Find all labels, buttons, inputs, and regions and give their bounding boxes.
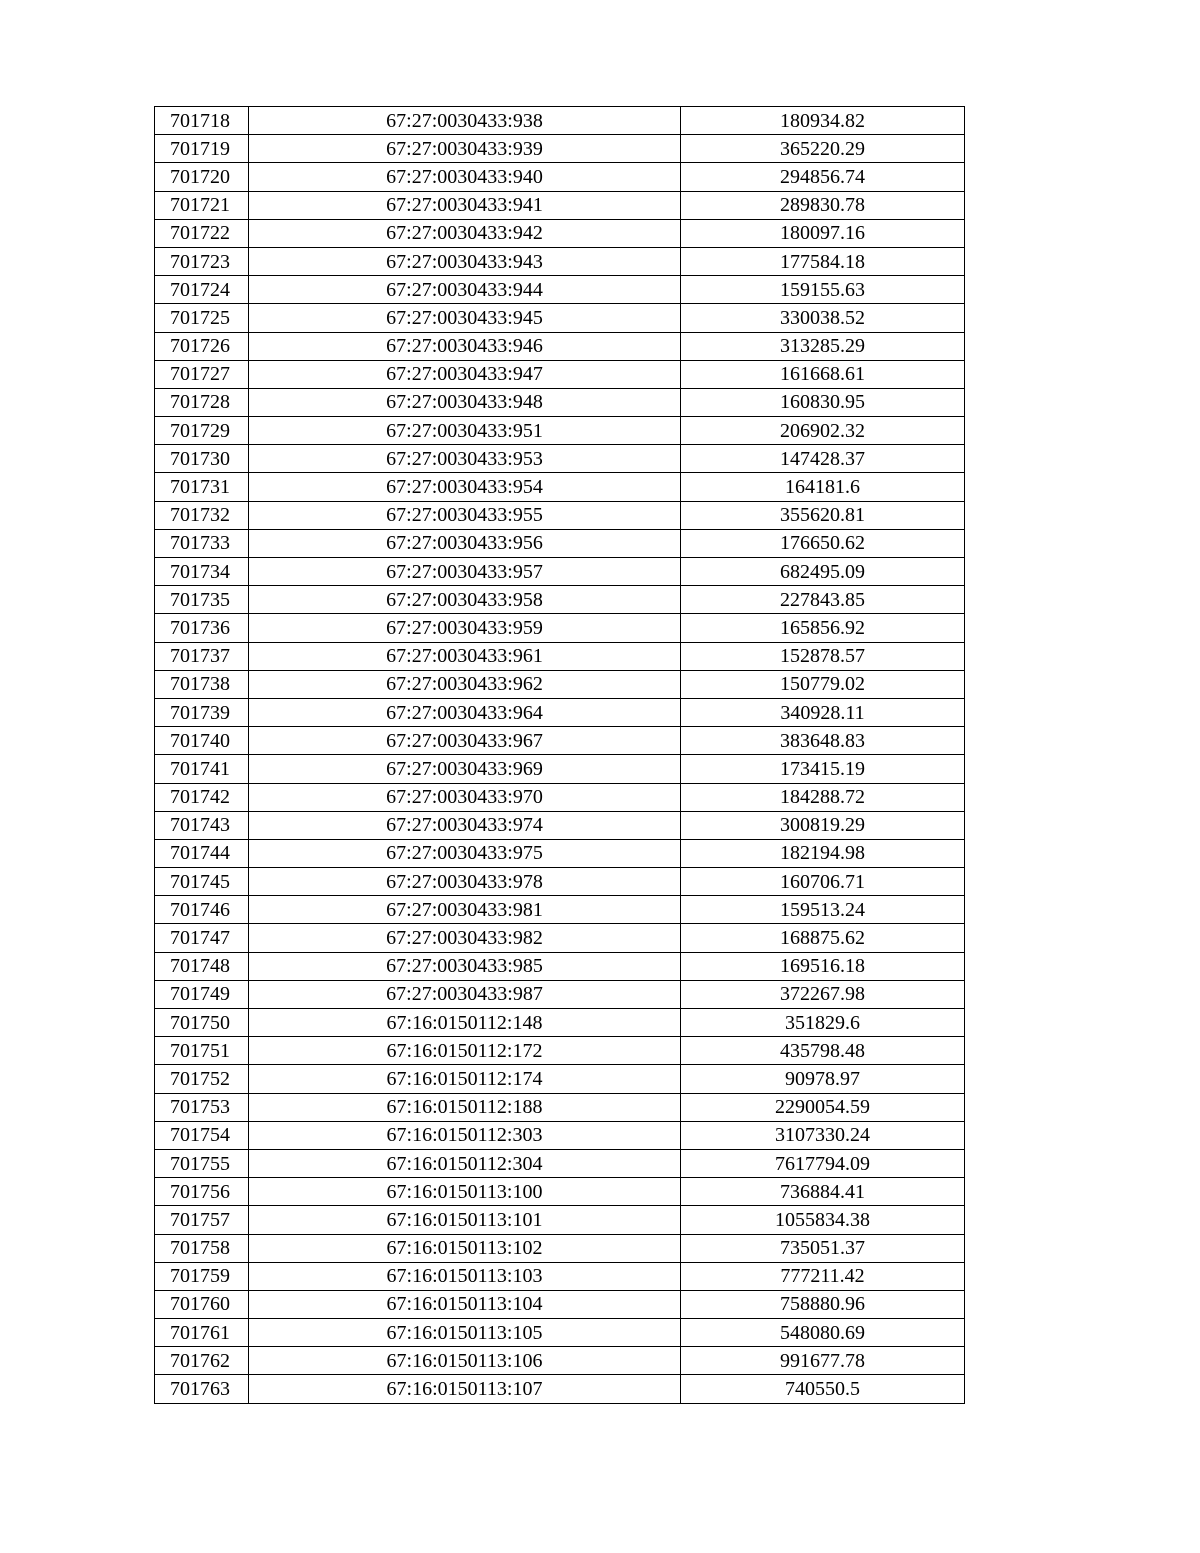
cadastral-number-cell: 67:16:0150112:172	[249, 1037, 681, 1065]
cadastral-value-cell: 182194.98	[681, 839, 965, 867]
cadastral-value-cell: 3107330.24	[681, 1121, 965, 1149]
row-number-cell: 701757	[155, 1206, 249, 1234]
table-row	[155, 642, 965, 670]
cadastral-number-cell: 67:16:0150112:188	[249, 1093, 681, 1121]
cadastral-value-cell: 340928.11	[681, 698, 965, 726]
table-row	[155, 473, 965, 501]
cadastral-value-cell: 168875.62	[681, 924, 965, 952]
cadastral-value-cell: 740550.5	[681, 1375, 965, 1403]
table-row	[155, 1149, 965, 1177]
table-row	[155, 783, 965, 811]
row-number-cell: 701758	[155, 1234, 249, 1262]
cadastral-number-cell: 67:16:0150113:101	[249, 1206, 681, 1234]
cadastral-value-cell: 383648.83	[681, 727, 965, 755]
cadastral-number-cell: 67:27:0030433:982	[249, 924, 681, 952]
cadastral-value-cell: 991677.78	[681, 1347, 965, 1375]
row-number-cell: 701741	[155, 755, 249, 783]
cadastral-value-cell: 164181.6	[681, 473, 965, 501]
cadastral-value-cell: 160830.95	[681, 388, 965, 416]
table-row	[155, 614, 965, 642]
row-number-cell: 701756	[155, 1178, 249, 1206]
cadastral-value-cell: 1055834.38	[681, 1206, 965, 1234]
cadastral-number-cell: 67:16:0150113:102	[249, 1234, 681, 1262]
cadastral-number-cell: 67:27:0030433:957	[249, 558, 681, 586]
row-number-cell: 701722	[155, 219, 249, 247]
cadastral-number-cell: 67:16:0150112:303	[249, 1121, 681, 1149]
table-row	[155, 896, 965, 924]
table-row	[155, 191, 965, 219]
cadastral-number-cell: 67:27:0030433:945	[249, 304, 681, 332]
cadastral-number-cell: 67:16:0150113:103	[249, 1262, 681, 1290]
cadastral-number-cell: 67:16:0150113:104	[249, 1290, 681, 1318]
table-row	[155, 1319, 965, 1347]
table-row	[155, 1347, 965, 1375]
cadastral-value-cell: 758880.96	[681, 1290, 965, 1318]
row-number-cell: 701762	[155, 1347, 249, 1375]
row-number-cell: 701745	[155, 868, 249, 896]
table-row	[155, 586, 965, 614]
cadastral-number-cell: 67:27:0030433:943	[249, 247, 681, 275]
cadastral-value-cell: 180934.82	[681, 107, 965, 135]
cadastral-number-cell: 67:16:0150113:105	[249, 1319, 681, 1347]
table-row	[155, 1121, 965, 1149]
cadastral-value-cell: 294856.74	[681, 163, 965, 191]
cadastral-number-cell: 67:16:0150112:148	[249, 1009, 681, 1037]
cadastral-number-cell: 67:27:0030433:962	[249, 670, 681, 698]
cadastral-number-cell: 67:27:0030433:981	[249, 896, 681, 924]
cadastral-value-cell: 313285.29	[681, 332, 965, 360]
row-number-cell: 701736	[155, 614, 249, 642]
cadastral-value-cell: 7617794.09	[681, 1149, 965, 1177]
row-number-cell: 701759	[155, 1262, 249, 1290]
row-number-cell: 701730	[155, 445, 249, 473]
cadastral-value-cell: 227843.85	[681, 586, 965, 614]
table-row	[155, 952, 965, 980]
table-row	[155, 1093, 965, 1121]
cadastral-value-cell: 177584.18	[681, 247, 965, 275]
row-number-cell: 701733	[155, 529, 249, 557]
cadastral-value-cell: 736884.41	[681, 1178, 965, 1206]
row-number-cell: 701739	[155, 698, 249, 726]
row-number-cell: 701732	[155, 501, 249, 529]
cadastral-number-cell: 67:27:0030433:956	[249, 529, 681, 557]
cadastral-number-cell: 67:27:0030433:961	[249, 642, 681, 670]
cadastral-number-cell: 67:27:0030433:978	[249, 868, 681, 896]
cadastral-number-cell: 67:27:0030433:970	[249, 783, 681, 811]
row-number-cell: 701721	[155, 191, 249, 219]
cadastral-value-cell: 176650.62	[681, 529, 965, 557]
row-number-cell: 701749	[155, 980, 249, 1008]
cadastral-value-cell: 152878.57	[681, 642, 965, 670]
table-row	[155, 417, 965, 445]
table-row	[155, 1206, 965, 1234]
cadastral-number-cell: 67:27:0030433:948	[249, 388, 681, 416]
cadastral-value-cell: 165856.92	[681, 614, 965, 642]
row-number-cell: 701726	[155, 332, 249, 360]
table-row	[155, 1065, 965, 1093]
table-body	[155, 107, 965, 1404]
row-number-cell: 701723	[155, 247, 249, 275]
table-row	[155, 1262, 965, 1290]
cadastral-value-cell: 351829.6	[681, 1009, 965, 1037]
cadastral-value-cell: 169516.18	[681, 952, 965, 980]
table-row	[155, 1234, 965, 1262]
table-row	[155, 558, 965, 586]
table-row	[155, 107, 965, 135]
row-number-cell: 701743	[155, 811, 249, 839]
cadastral-number-cell: 67:27:0030433:939	[249, 135, 681, 163]
row-number-cell: 701731	[155, 473, 249, 501]
cadastral-number-cell: 67:27:0030433:941	[249, 191, 681, 219]
cadastral-number-cell: 67:27:0030433:958	[249, 586, 681, 614]
table-row	[155, 332, 965, 360]
cadastral-number-cell: 67:27:0030433:940	[249, 163, 681, 191]
row-number-cell: 701734	[155, 558, 249, 586]
cadastral-value-cell: 2290054.59	[681, 1093, 965, 1121]
row-number-cell: 701742	[155, 783, 249, 811]
cadastral-number-cell: 67:27:0030433:959	[249, 614, 681, 642]
cadastral-number-cell: 67:27:0030433:987	[249, 980, 681, 1008]
row-number-cell: 701750	[155, 1009, 249, 1037]
row-number-cell: 701728	[155, 388, 249, 416]
row-number-cell: 701746	[155, 896, 249, 924]
cadastral-value-cell: 365220.29	[681, 135, 965, 163]
table-row	[155, 388, 965, 416]
cadastral-value-cell: 147428.37	[681, 445, 965, 473]
table-row	[155, 1037, 965, 1065]
cadastral-value-cell: 173415.19	[681, 755, 965, 783]
cadastral-value-cell: 184288.72	[681, 783, 965, 811]
table-row	[155, 1009, 965, 1037]
cadastral-number-cell: 67:27:0030433:964	[249, 698, 681, 726]
row-number-cell: 701719	[155, 135, 249, 163]
row-number-cell: 701752	[155, 1065, 249, 1093]
table-row	[155, 135, 965, 163]
cadastral-number-cell: 67:27:0030433:938	[249, 107, 681, 135]
row-number-cell: 701729	[155, 417, 249, 445]
cadastral-value-cell: 372267.98	[681, 980, 965, 1008]
cadastral-value-cell: 682495.09	[681, 558, 965, 586]
row-number-cell: 701755	[155, 1149, 249, 1177]
cadastral-number-cell: 67:27:0030433:944	[249, 276, 681, 304]
cadastral-value-table	[154, 106, 965, 1404]
row-number-cell: 701744	[155, 839, 249, 867]
table-row	[155, 360, 965, 388]
row-number-cell: 701735	[155, 586, 249, 614]
cadastral-value-cell: 161668.61	[681, 360, 965, 388]
row-number-cell: 701763	[155, 1375, 249, 1403]
cadastral-number-cell: 67:27:0030433:955	[249, 501, 681, 529]
row-number-cell: 701727	[155, 360, 249, 388]
row-number-cell: 701761	[155, 1319, 249, 1347]
cadastral-value-cell: 330038.52	[681, 304, 965, 332]
table-row	[155, 1375, 965, 1403]
cadastral-value-cell: 289830.78	[681, 191, 965, 219]
table-row	[155, 670, 965, 698]
cadastral-value-cell: 159513.24	[681, 896, 965, 924]
row-number-cell: 701747	[155, 924, 249, 952]
cadastral-value-cell: 300819.29	[681, 811, 965, 839]
cadastral-number-cell: 67:27:0030433:954	[249, 473, 681, 501]
row-number-cell: 701748	[155, 952, 249, 980]
cadastral-value-cell: 548080.69	[681, 1319, 965, 1347]
cadastral-number-cell: 67:27:0030433:967	[249, 727, 681, 755]
table-row	[155, 868, 965, 896]
row-number-cell: 701753	[155, 1093, 249, 1121]
table-row	[155, 163, 965, 191]
table-row	[155, 698, 965, 726]
table-row	[155, 529, 965, 557]
row-number-cell: 701740	[155, 727, 249, 755]
row-number-cell: 701725	[155, 304, 249, 332]
cadastral-number-cell: 67:27:0030433:985	[249, 952, 681, 980]
cadastral-value-cell: 160706.71	[681, 868, 965, 896]
cadastral-value-cell: 206902.32	[681, 417, 965, 445]
cadastral-number-cell: 67:27:0030433:951	[249, 417, 681, 445]
table-row	[155, 501, 965, 529]
table-row	[155, 445, 965, 473]
table-row	[155, 247, 965, 275]
cadastral-number-cell: 67:16:0150113:106	[249, 1347, 681, 1375]
table-row	[155, 276, 965, 304]
table-row	[155, 924, 965, 952]
table-row	[155, 1178, 965, 1206]
cadastral-number-cell: 67:27:0030433:953	[249, 445, 681, 473]
table-row	[155, 811, 965, 839]
table-row	[155, 727, 965, 755]
table-row	[155, 980, 965, 1008]
cadastral-value-cell: 150779.02	[681, 670, 965, 698]
table-row	[155, 839, 965, 867]
table-row	[155, 304, 965, 332]
cadastral-value-cell: 159155.63	[681, 276, 965, 304]
row-number-cell: 701720	[155, 163, 249, 191]
row-number-cell: 701760	[155, 1290, 249, 1318]
cadastral-number-cell: 67:27:0030433:974	[249, 811, 681, 839]
table-row	[155, 219, 965, 247]
table-row	[155, 1290, 965, 1318]
cadastral-number-cell: 67:16:0150113:100	[249, 1178, 681, 1206]
cadastral-number-cell: 67:27:0030433:975	[249, 839, 681, 867]
cadastral-value-cell: 777211.42	[681, 1262, 965, 1290]
row-number-cell: 701738	[155, 670, 249, 698]
row-number-cell: 701751	[155, 1037, 249, 1065]
cadastral-number-cell: 67:16:0150112:174	[249, 1065, 681, 1093]
cadastral-value-cell: 90978.97	[681, 1065, 965, 1093]
cadastral-value-cell: 735051.37	[681, 1234, 965, 1262]
cadastral-value-cell: 355620.81	[681, 501, 965, 529]
cadastral-number-cell: 67:27:0030433:942	[249, 219, 681, 247]
row-number-cell: 701737	[155, 642, 249, 670]
row-number-cell: 701754	[155, 1121, 249, 1149]
cadastral-number-cell: 67:27:0030433:947	[249, 360, 681, 388]
cadastral-value-cell: 180097.16	[681, 219, 965, 247]
row-number-cell: 701718	[155, 107, 249, 135]
cadastral-value-cell: 435798.48	[681, 1037, 965, 1065]
row-number-cell: 701724	[155, 276, 249, 304]
cadastral-number-cell: 67:16:0150113:107	[249, 1375, 681, 1403]
cadastral-number-cell: 67:27:0030433:946	[249, 332, 681, 360]
cadastral-number-cell: 67:27:0030433:969	[249, 755, 681, 783]
table-row	[155, 755, 965, 783]
cadastral-number-cell: 67:16:0150112:304	[249, 1149, 681, 1177]
